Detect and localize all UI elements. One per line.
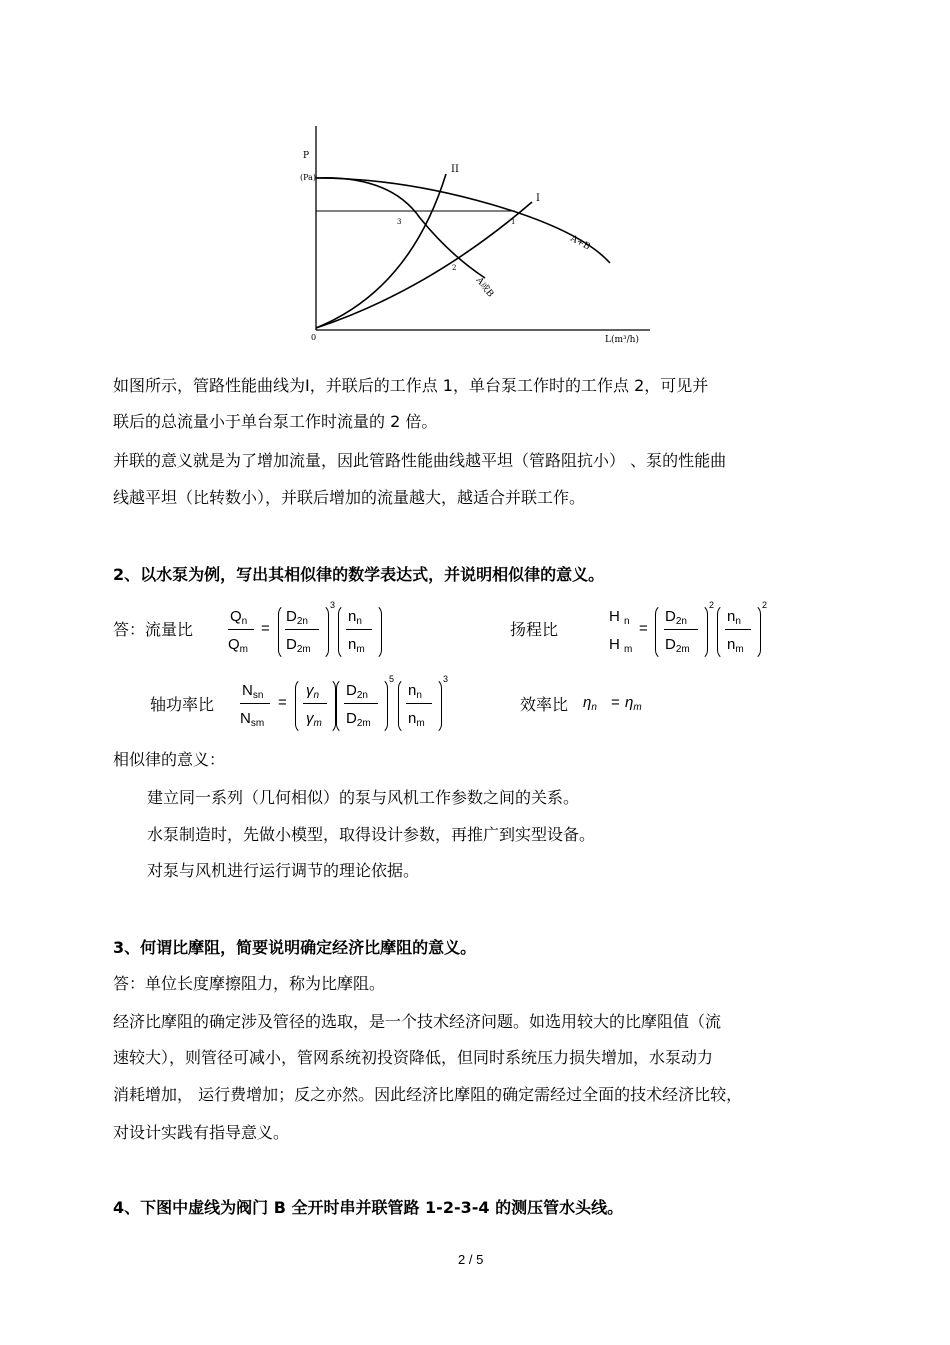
q3-title: 3、何谓比摩阻，简要说明确定经济比摩阻的意义。 xyxy=(113,938,477,957)
equals: = xyxy=(611,694,620,711)
q3-answer-5: 对设计实践有指导意义。 xyxy=(113,1123,290,1142)
origin-label: 0 xyxy=(311,333,317,342)
curve-a-or-b-label: A或B xyxy=(473,275,496,300)
page-number: 2 / 5 xyxy=(458,1252,484,1267)
eta-m: $\eta_m$ xyxy=(625,694,642,713)
exp-3: 3 xyxy=(330,600,336,610)
point-3-label: 3 xyxy=(397,218,402,226)
exp-3: 3 xyxy=(443,674,449,684)
q3-answer-4: 消耗增加， 运行费增加；反之亦然。因此经济比摩阻的确定需经过全面的技术经济比较， xyxy=(113,1085,743,1104)
fraction-bar xyxy=(240,703,270,704)
point-1-label: 1 xyxy=(511,218,516,226)
n-num: $n_n$ xyxy=(408,682,422,701)
curve-a-or-b xyxy=(316,178,485,278)
eta-n: $\eta_n$ xyxy=(583,694,597,713)
para1-line3: 并联的意义就是为了增加流量，因此管路性能曲线越平坦（管路阻抗小） 、泵的性能曲 xyxy=(113,451,727,470)
h-num: H $_n$ xyxy=(609,608,630,627)
paren-right xyxy=(378,678,388,734)
para1-line4: 线越平坦（比转数小），并联后增加的流量越大，越适合并联工作。 xyxy=(113,488,586,507)
d-num: $D_{2n}$ xyxy=(286,608,308,627)
efficiency-ratio-formula xyxy=(583,694,663,718)
q-den: $Q_m$ xyxy=(228,636,249,655)
n-den: $n_m$ xyxy=(727,636,744,655)
paren-right xyxy=(432,678,442,734)
h-den: H $_m$ xyxy=(609,636,633,655)
paren-right xyxy=(319,604,329,660)
fraction-bar xyxy=(303,703,327,704)
q3-answer-2: 经济比摩阻的确定涉及管径的选取，是一个技术经济问题。如选用较大的比摩阻值（流 xyxy=(113,1012,722,1031)
x-axis-label: L(m³/h) xyxy=(605,335,639,345)
y-axis-unit: (Pa) xyxy=(300,173,317,182)
fraction-bar xyxy=(285,629,319,630)
d-den: $D_{2m}$ xyxy=(665,636,690,655)
para1-line2: 联后的总流量小于单台泵工作时流量的 2 倍。 xyxy=(113,412,438,431)
n-den: $n_m$ xyxy=(348,636,365,655)
paren-left xyxy=(398,678,408,734)
exp-5: 5 xyxy=(389,674,395,684)
curve-i-label: I xyxy=(536,193,540,204)
head-ratio-label: 扬程比 xyxy=(510,620,559,639)
q3-answer-3: 速较大），则管径可减小，管网系统初投资降低，但同时系统压力损失增加，水泵动力 xyxy=(113,1048,714,1067)
paren-right xyxy=(698,604,708,660)
flow-ratio-formula xyxy=(228,600,468,658)
equals: = xyxy=(278,694,287,711)
n-den: $n_m$ xyxy=(408,710,425,729)
paren-right xyxy=(751,604,761,660)
meaning-item-1: 建立同一系列（几何相似）的泵与风机工作参数之间的关系。 xyxy=(147,788,580,807)
head-ratio-formula xyxy=(607,600,807,658)
q-num: $Q_n$ xyxy=(230,608,248,627)
fraction-bar xyxy=(346,629,372,630)
para1-line1: 如图所示，管路性能曲线为Ⅰ，并联后的工作点 1，单台泵工作时的工作点 2，可见并 xyxy=(113,376,709,395)
curve-ii xyxy=(316,174,446,328)
point-2-label: 2 xyxy=(452,264,457,272)
equals: = xyxy=(639,620,648,637)
paren-left xyxy=(717,604,727,660)
paren-right xyxy=(372,604,382,660)
fraction-bar xyxy=(228,629,254,630)
equals: = xyxy=(261,620,270,637)
meaning-item-3: 对泵与风机进行运行调节的理论依据。 xyxy=(147,861,420,880)
d-den: $D_{2m}$ xyxy=(346,710,371,729)
paren-left xyxy=(336,678,346,734)
paren-left xyxy=(655,604,665,660)
pump-curve-figure xyxy=(300,120,670,350)
exp-2: 2 xyxy=(709,600,715,610)
gamma-n: $\gamma_n$ xyxy=(306,682,320,701)
paren-left xyxy=(295,678,305,734)
curve-i xyxy=(316,202,532,328)
exp-2: 2 xyxy=(762,600,768,610)
n-num: $n_n$ xyxy=(727,608,741,627)
y-axis-label: P xyxy=(303,151,310,161)
d-num: $D_{2n}$ xyxy=(346,682,368,701)
paren-left xyxy=(338,604,348,660)
curve-ii-label: II xyxy=(451,164,459,175)
d-num: $D_{2n}$ xyxy=(665,608,687,627)
n-sn: $N_{sn}$ xyxy=(242,682,264,701)
n-sm: $N_{sm}$ xyxy=(240,710,265,729)
q2-title: 2、以水泵为例，写出其相似律的数学表达式，并说明相似律的意义。 xyxy=(113,565,605,584)
similarity-meaning-title: 相似律的意义： xyxy=(113,750,226,769)
efficiency-ratio-label: 效率比 xyxy=(520,695,569,714)
meaning-item-2: 水泵制造时，先做小模型，取得设计参数，再推广到实型设备。 xyxy=(147,825,596,844)
d-den: $D_{2m}$ xyxy=(286,636,311,655)
flow-ratio-label: 答：流量比 xyxy=(113,620,194,639)
q4-title: 4、下图中虚线为阀门 B 全开时串并联管路 1-2-3-4 的测压管水头线。 xyxy=(113,1198,624,1217)
power-ratio-formula xyxy=(240,674,480,732)
fraction-bar xyxy=(664,629,698,630)
gamma-m: $\gamma_m$ xyxy=(306,710,322,729)
curve-a-plus-b xyxy=(316,178,610,263)
fraction-bar xyxy=(725,629,751,630)
pump-curve-svg xyxy=(300,120,670,350)
n-num: $n_n$ xyxy=(348,608,362,627)
power-ratio-label: 轴功率比 xyxy=(150,695,215,714)
fraction-bar xyxy=(406,703,432,704)
fraction-bar xyxy=(344,703,378,704)
paren-right xyxy=(326,678,336,734)
curve-a-plus-b-label: A+B xyxy=(568,233,592,253)
q3-answer-1: 答：单位长度摩擦阻力，称为比摩阻。 xyxy=(113,974,386,993)
